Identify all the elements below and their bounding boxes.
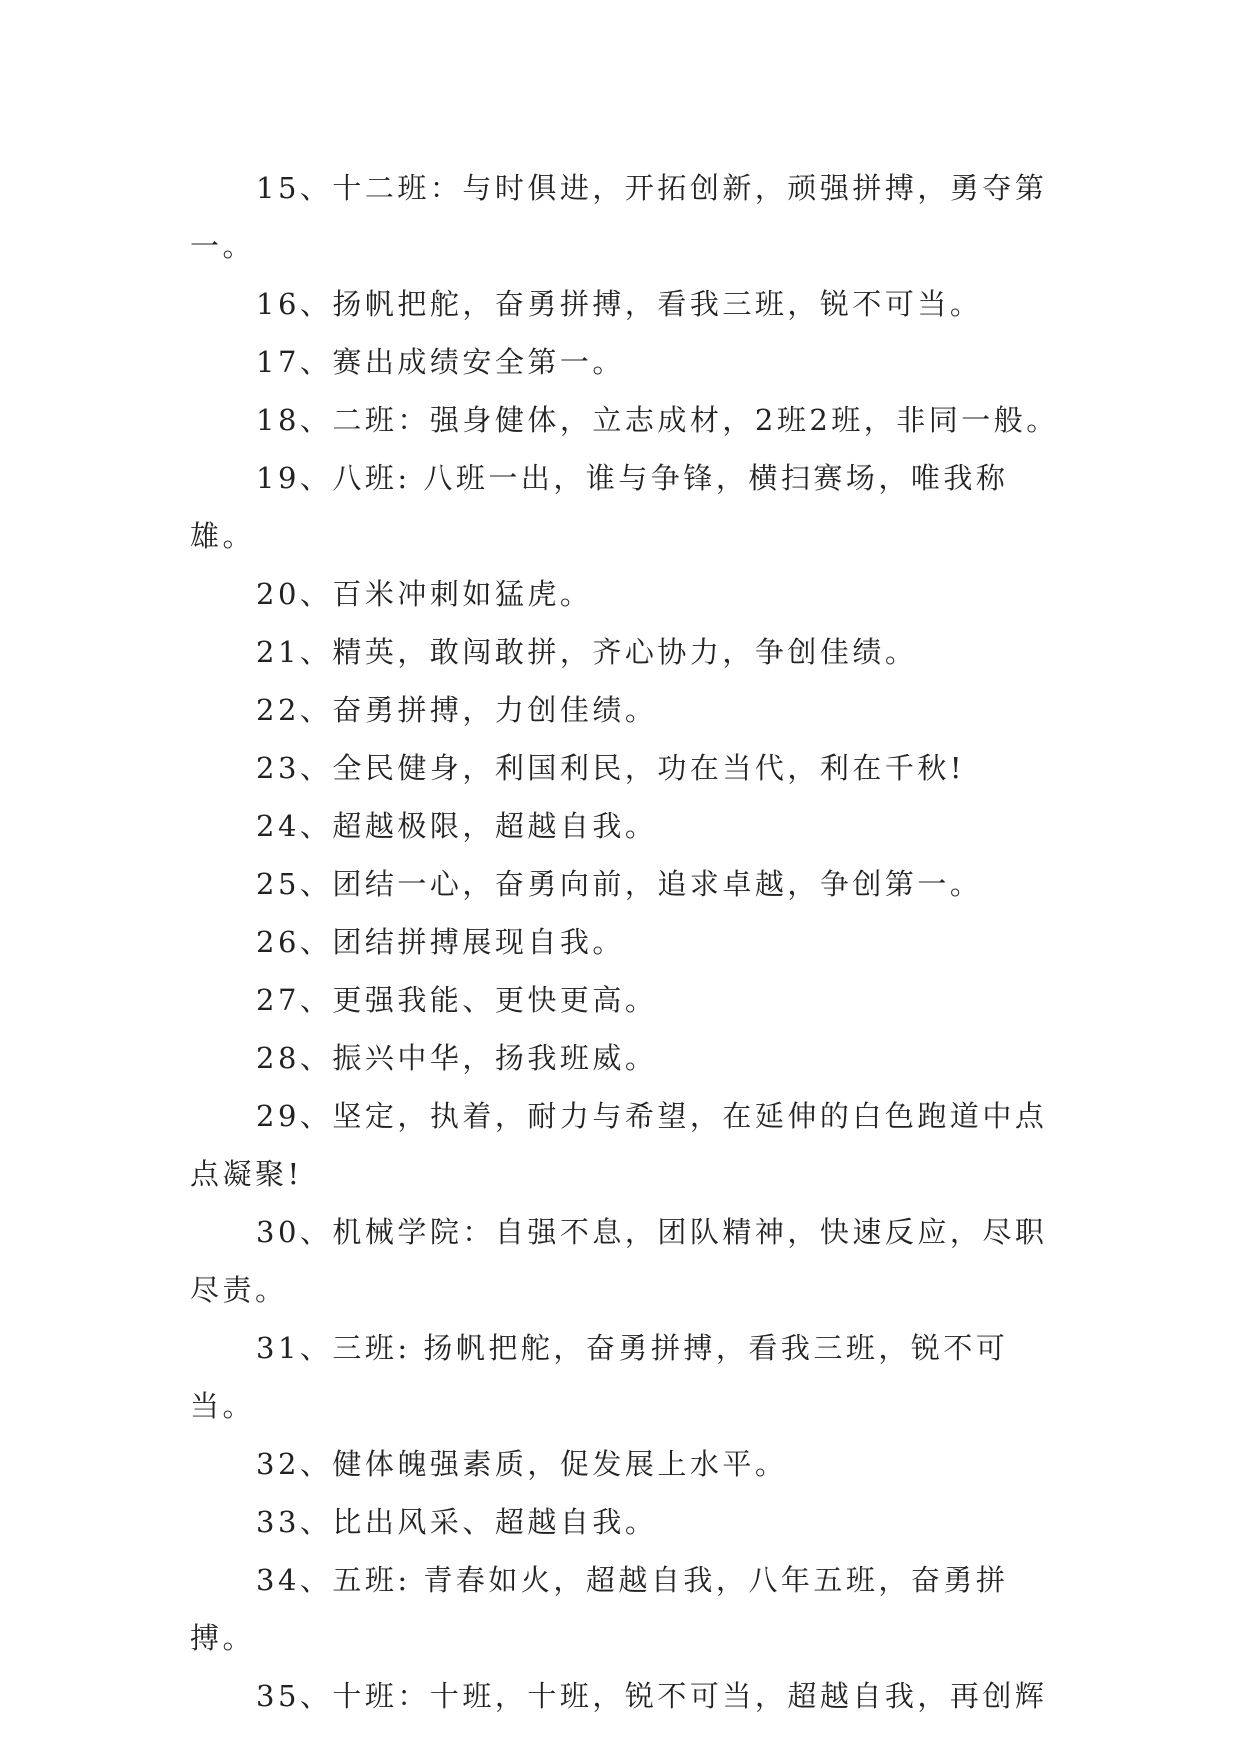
- slogan-paragraph-25: 25、团结一心，奋勇向前，追求卓越，争创第一。: [256, 867, 983, 901]
- slogan-paragraph-19: 19、八班: 八班一出，谁与争锋，横扫赛场，唯我称雄。: [190, 461, 1009, 553]
- slogan-paragraph-33: 33、比出风采、超越自我。: [256, 1505, 658, 1539]
- slogan-paragraph-30: 30、机械学院：自强不息，团队精神，快速反应，尽职尽责。: [190, 1215, 1048, 1307]
- slogan-paragraph-22: 22、奋勇拼搏，力创佳绩。: [256, 693, 658, 727]
- slogan-paragraph-29: 29、坚定，执着，耐力与希望，在延伸的白色跑道中点点凝聚!: [190, 1099, 1048, 1191]
- slogan-paragraph-28: 28、振兴中华，扬我班威。: [256, 1041, 658, 1075]
- slogan-paragraph-32: 32、健体魄强素质，促发展上水平。: [256, 1447, 788, 1481]
- slogan-paragraph-27: 27、更强我能、更快更高。: [256, 983, 658, 1017]
- slogan-paragraph-16: 16、扬帆把舵，奋勇拼搏，看我三班，锐不可当。: [256, 287, 983, 321]
- document-body: [190, 159, 1060, 1725]
- slogan-paragraph-23: 23、全民健身，利国利民，功在当代，利在千秋!: [256, 751, 966, 785]
- slogan-paragraph-21: 21、精英，敢闯敢拼，齐心协力，争创佳绩。: [256, 635, 918, 669]
- slogan-paragraph-26: 26、团结拼搏展现自我。: [256, 925, 625, 959]
- slogan-paragraph-31: 31、三班: 扬帆把舵，奋勇拼搏，看我三班，锐不可当。: [190, 1331, 1009, 1423]
- slogan-paragraph-18: 18、二班：强身健体，立志成材，2班2班，非同一般。: [256, 403, 1059, 437]
- slogan-paragraph-24: 24、超越极限，超越自我。: [256, 809, 658, 843]
- slogan-paragraph-20: 20、百米冲刺如猛虎。: [256, 577, 593, 611]
- slogan-paragraph-35: 35、十班：十班，十班，锐不可当，超越自我，再创辉: [256, 1679, 1048, 1713]
- slogan-paragraph-15: 15、十二班：与时俱进，开拓创新，顽强拼搏，勇夺第一。: [190, 171, 1048, 263]
- slogan-paragraph-17: 17、赛出成绩安全第一。: [256, 345, 625, 379]
- slogan-paragraph-34: 34、五班: 青春如火，超越自我，八年五班，奋勇拼搏。: [190, 1563, 1009, 1655]
